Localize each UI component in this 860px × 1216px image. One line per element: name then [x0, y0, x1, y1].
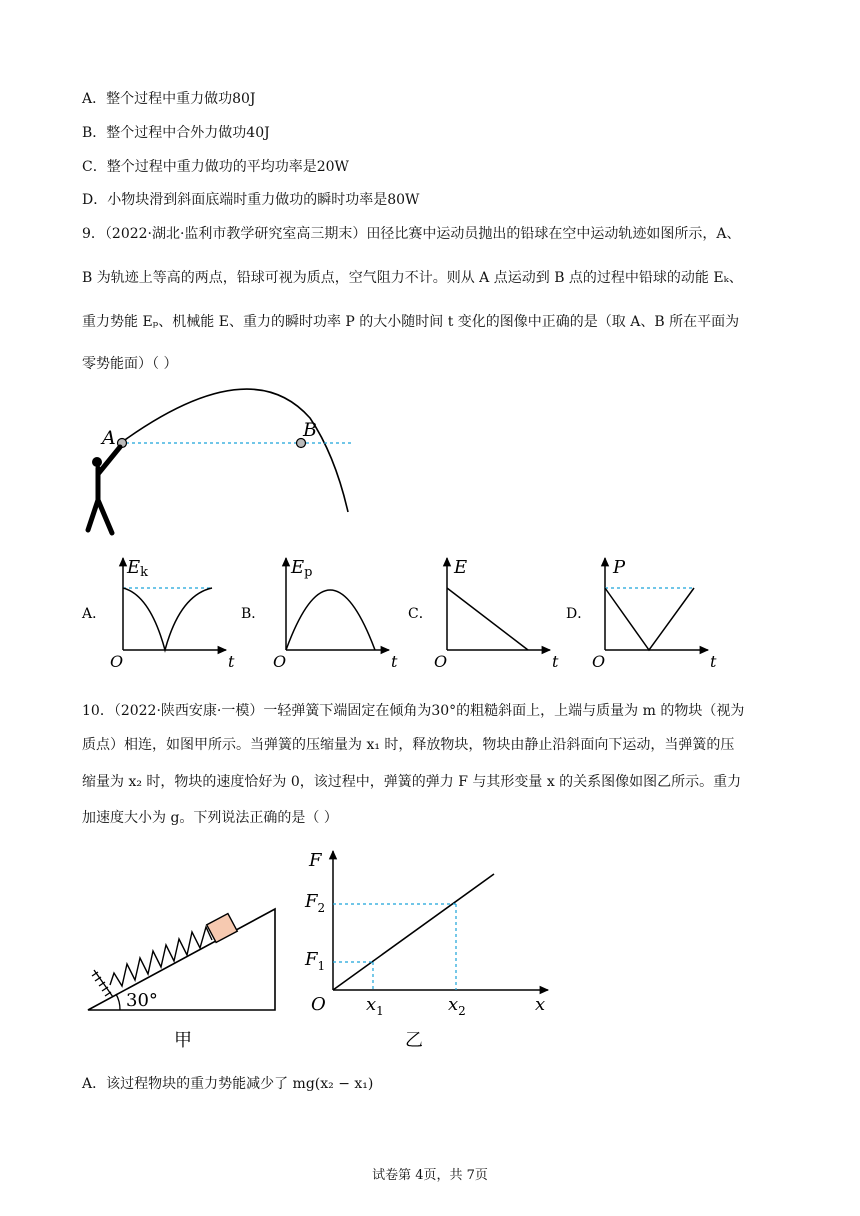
q9-stem-line3: 重力势能 Eₚ、机械能 E、重力的瞬时功率 P 的大小随时间 t 变化的图像中正确的是（取 A、B 所在平面为 — [82, 314, 740, 330]
q9-stem-line1: 9．（2022·湖北·监利市教学研究室高三期末）田径比赛中运动员抛出的铅球在空中运动轨迹如图所示，A、 — [82, 226, 741, 242]
fx-x-label: x — [535, 994, 546, 1015]
fx-origin: O — [311, 994, 326, 1015]
graph-b-origin: O — [273, 652, 287, 671]
graph-a-option-label: A． — [82, 606, 107, 622]
figure-yi-caption: 乙 — [405, 1030, 423, 1051]
graph-b-y-label: Ep — [291, 557, 313, 580]
angle-label: 30° — [126, 990, 158, 1011]
point-b-label: B — [303, 419, 317, 441]
graph-b-x-label: t — [391, 652, 398, 671]
graph-d-x-label: t — [710, 652, 717, 671]
point-a-label: A — [102, 427, 116, 449]
q10-stem-line4: 加速度大小为 g。下列说法正确的是（ ） — [82, 810, 338, 826]
f1-label: $F_1$ — [305, 949, 326, 973]
graph-a-origin: O — [110, 652, 124, 671]
fx-line — [333, 874, 494, 990]
f2-label: $F_2$ — [305, 891, 326, 915]
page-footer: 试卷第 4页，共 7页 — [372, 1168, 488, 1183]
q8-option-b: B．整个过程中合外力做功40J — [82, 125, 270, 141]
q10-stem-line2: 质点）相连，如图甲所示。当弹簧的压缩量为 x₁ 时，释放物块，物块由静止沿斜面向下运动，当弹簧的压 — [82, 737, 735, 753]
graph-b-option-label: B． — [241, 606, 266, 622]
fx-y-label: F — [309, 850, 322, 871]
q10-option-a: A．该过程物块的重力势能减少了 mg(x₂ − x₁) — [82, 1076, 374, 1092]
q8-option-d: D．小物块滑到斜面底端时重力做功的瞬时功率是80W — [82, 192, 420, 208]
graph-c-origin: O — [434, 652, 448, 671]
graph-c-y-label: E — [454, 557, 468, 578]
figure-jia-caption: 甲 — [174, 1030, 192, 1051]
q10-stem-line3: 缩量为 x₂ 时，物块的速度恰好为 0，该过程中，弹簧的弹力 F 与其形变量 x 的关系图像如图乙所示。重力 — [82, 774, 742, 790]
q8-option-c: C．整个过程中重力做功的平均功率是20W — [82, 159, 349, 175]
q10-stem-line1: 10．（2022·陕西安康·一模）一轻弹簧下端固定在倾角为30°的粗糙斜面上，上端与质量为 m 的物块（视为 — [82, 703, 745, 719]
q9-stem-line2: B 为轨迹上等高的两点，铅球可视为质点，空气阻力不计。则从 A 点运动到 B 点的过程中铅球的动能 Eₖ、 — [82, 270, 743, 286]
graph-c-x-label: t — [552, 652, 559, 671]
x1-label: $x_1$ — [366, 994, 384, 1018]
graph-d-origin: O — [592, 652, 606, 671]
x2-label: $x_2$ — [448, 994, 466, 1018]
graph-a-x-label: t — [228, 652, 235, 671]
graph-d-option-label: D． — [566, 606, 592, 622]
graph-d-y-label: P — [613, 557, 626, 578]
graph-a-y-label: Ek — [127, 557, 149, 580]
q8-option-a: A．整个过程中重力做功80J — [82, 91, 256, 107]
graph-c-option-label: C． — [408, 606, 433, 622]
q9-stem-line4: 零势能面）（ ） — [82, 356, 178, 372]
